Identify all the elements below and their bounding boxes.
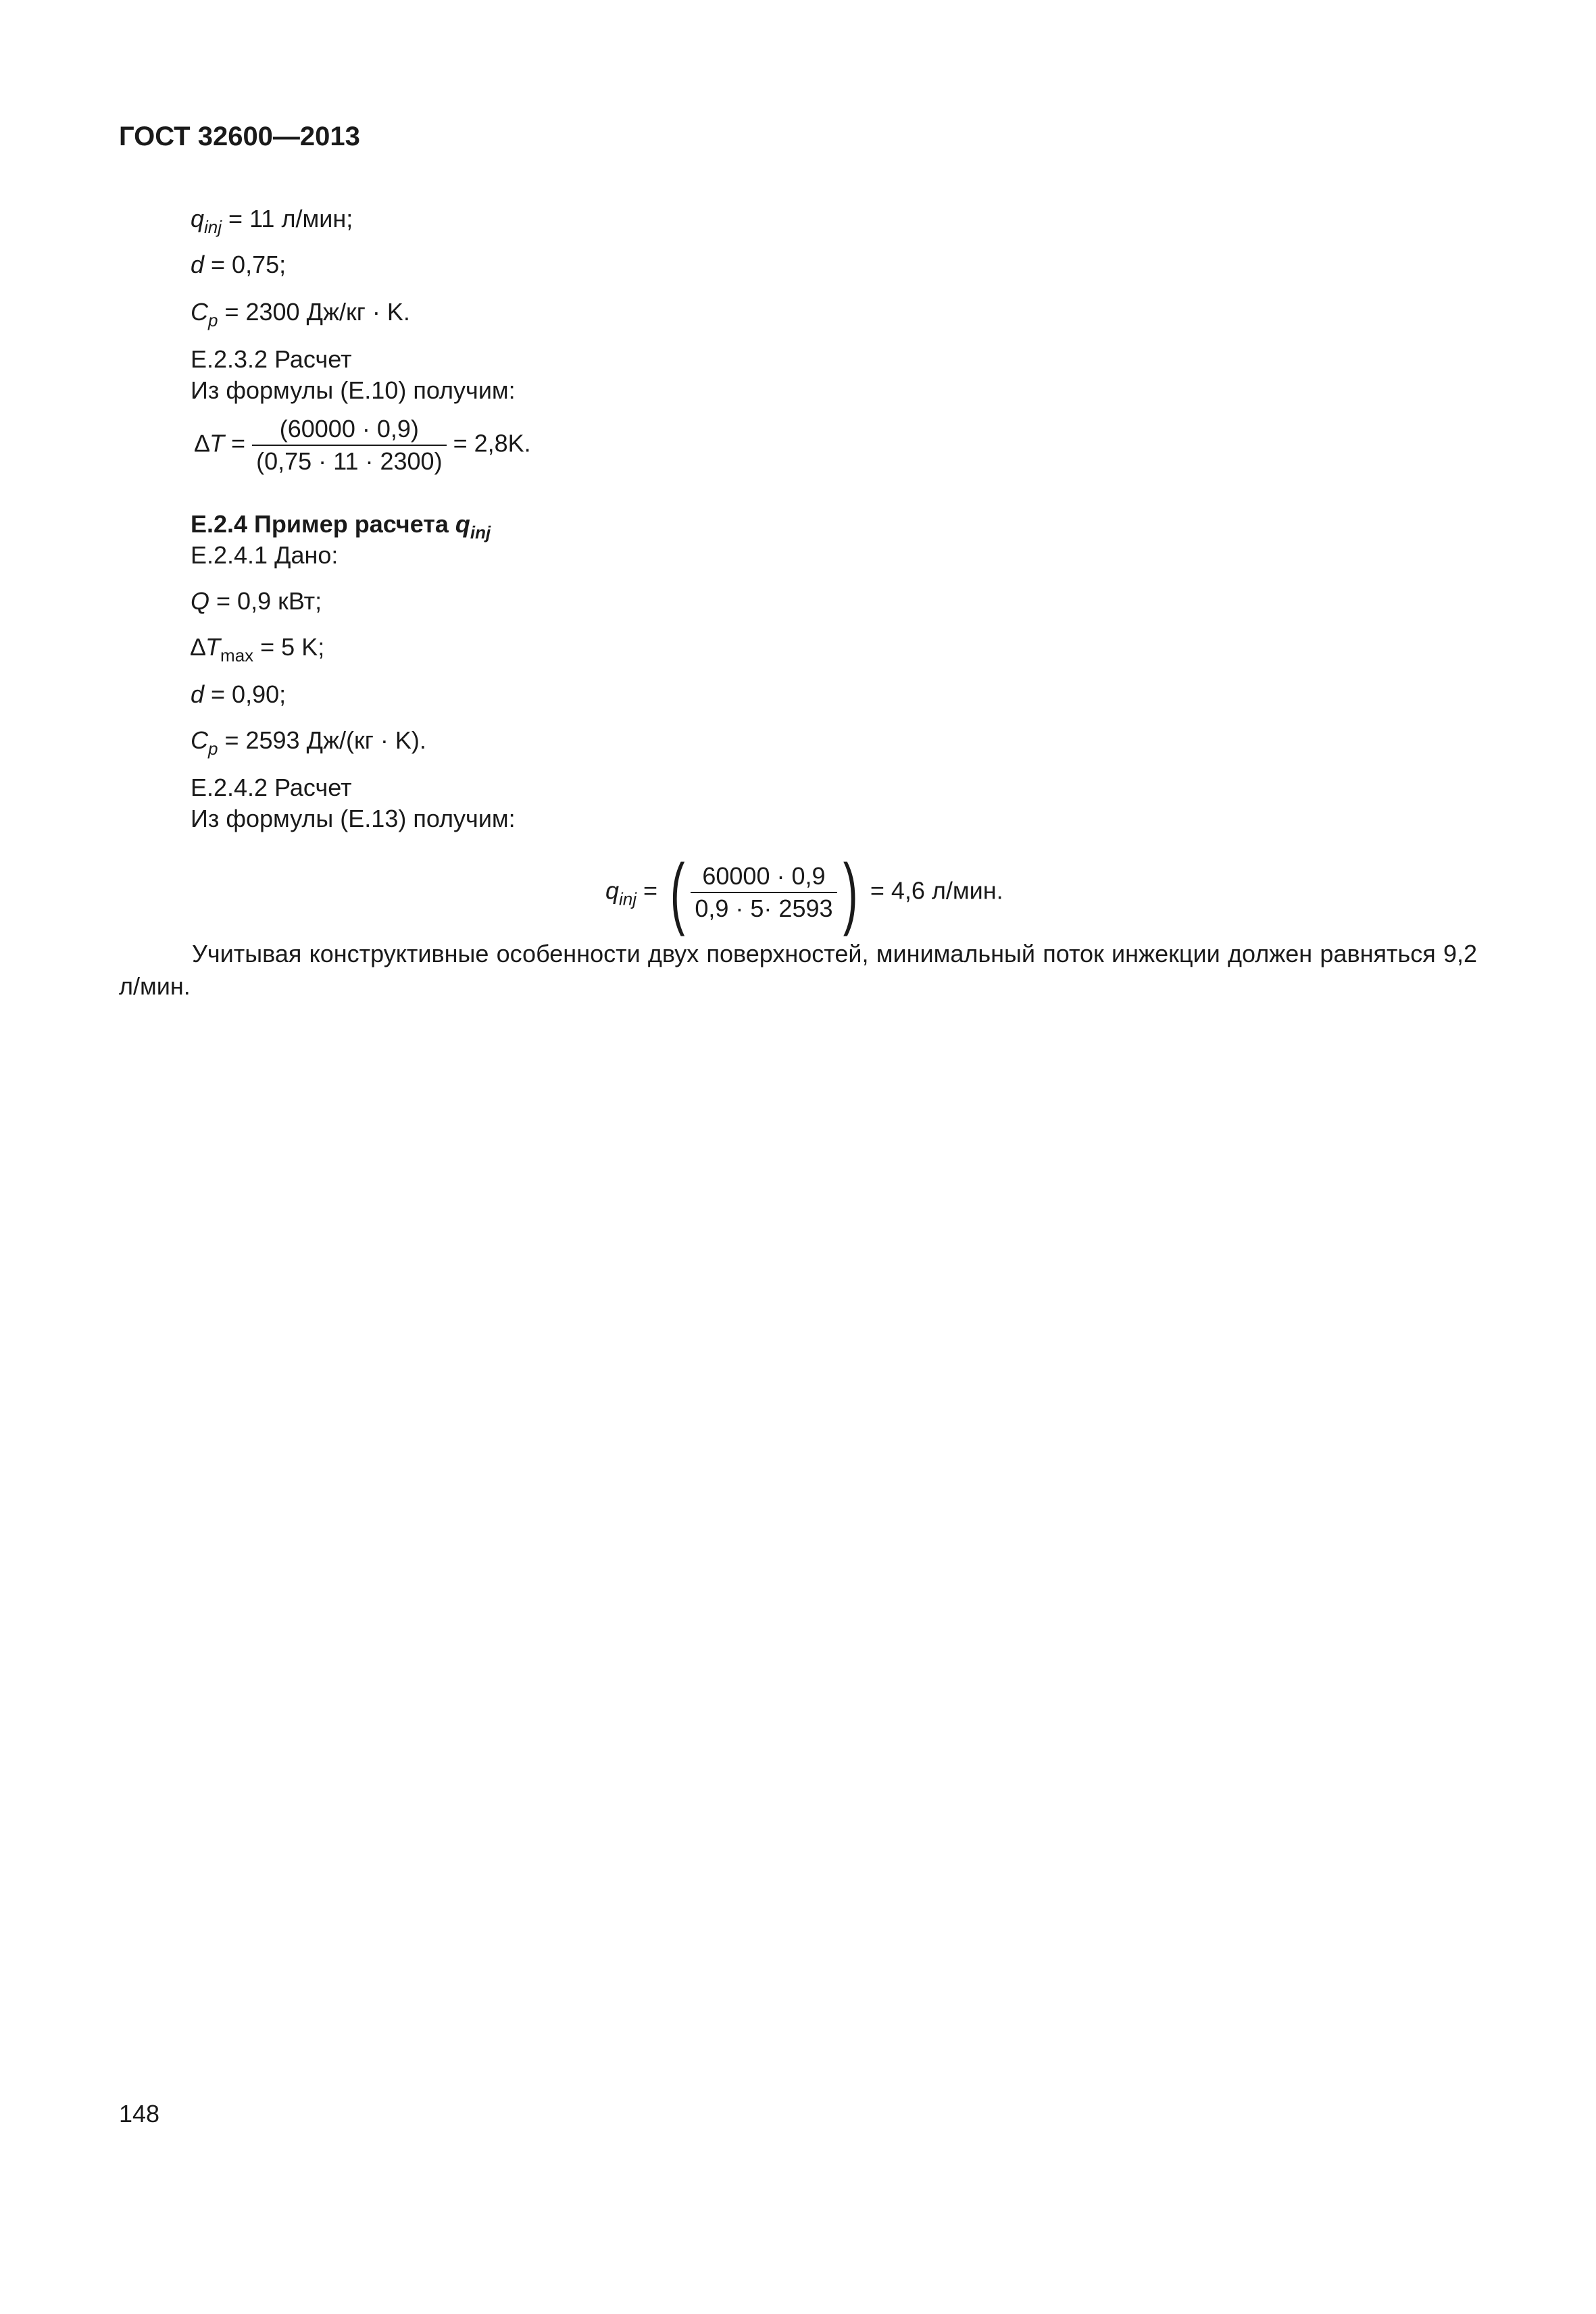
delta-symbol: ∆ bbox=[195, 429, 210, 457]
heading-q-subscript: inj bbox=[470, 522, 491, 543]
d-symbol: d bbox=[191, 680, 205, 708]
qinj-value: = 11 л/мин; bbox=[222, 205, 353, 232]
page-number: 148 bbox=[119, 2100, 160, 2128]
fraction-numerator: (60000 · 0,9) bbox=[279, 415, 419, 443]
equals-sign: = bbox=[224, 429, 253, 457]
qinj-symbol: q bbox=[605, 876, 620, 905]
tmax-subscript: max bbox=[220, 645, 254, 665]
given-d bbox=[191, 250, 286, 280]
formula-result: = 2,8K. bbox=[446, 429, 531, 457]
formula-result: = 4,6 л/мин. bbox=[863, 876, 1003, 905]
left-paren: ( bbox=[670, 848, 685, 937]
given-cp2 bbox=[191, 726, 426, 763]
cp-symbol: C bbox=[191, 726, 208, 754]
d-symbol: d bbox=[191, 251, 205, 278]
cp-value: = 2300 Дж/кг · K. bbox=[218, 298, 410, 326]
formula-qinj bbox=[605, 848, 1003, 937]
formula-delta-t bbox=[195, 413, 531, 477]
cp-value: = 2593 Дж/(кг · K). bbox=[218, 726, 426, 754]
tmax-value: = 5 K; bbox=[253, 633, 325, 661]
fraction-denominator: (0,75 · 11 · 2300) bbox=[256, 447, 443, 475]
q-value: = 0,9 кВт; bbox=[209, 587, 322, 615]
given-qinj bbox=[191, 204, 353, 242]
calc1-intro: Из формулы (Е.10) получим: bbox=[191, 376, 516, 404]
fraction bbox=[252, 413, 447, 477]
given2-heading: Е.2.4.1 Дано: bbox=[191, 541, 339, 569]
given-delta-tmax bbox=[191, 632, 324, 670]
cp-subscript: p bbox=[208, 738, 218, 759]
heading-q-symbol: q bbox=[455, 510, 470, 538]
fraction-numerator: 60000 · 0,9 bbox=[702, 862, 826, 890]
qinj-subscript: inj bbox=[204, 217, 222, 237]
fraction-denominator: 0,9 · 5· 2593 bbox=[695, 895, 833, 922]
d-value: = 0,90; bbox=[204, 680, 286, 708]
given-q bbox=[191, 586, 322, 616]
fraction bbox=[691, 861, 837, 924]
right-paren: ) bbox=[843, 848, 857, 937]
calc1-heading: Е.2.3.2 Расчет bbox=[191, 345, 352, 373]
cp-symbol: C bbox=[191, 298, 208, 326]
given-d2 bbox=[191, 680, 286, 709]
calc2-heading: Е.2.4.2 Расчет bbox=[191, 774, 352, 801]
t-symbol: T bbox=[205, 633, 221, 661]
document-header: ГОСТ 32600—2013 bbox=[119, 122, 360, 151]
d-value: = 0,75; bbox=[204, 251, 286, 278]
qinj-subscript: inj bbox=[619, 888, 637, 909]
cp-subscript: p bbox=[208, 310, 218, 330]
calc2-intro: Из формулы (Е.13) получим: bbox=[191, 805, 516, 832]
q-symbol: Q bbox=[191, 587, 210, 615]
equals-sign: = bbox=[637, 876, 665, 905]
conclusion-paragraph: Учитывая конструктивные особенности двух поверхностей, минимальный поток инжекции должен равняться 9,2 л/мин. bbox=[119, 940, 1477, 1000]
section-heading: Е.2.4 Пример расчета $q_{inj}$ bbox=[191, 510, 491, 543]
given-cp bbox=[191, 297, 410, 335]
qinj-symbol: q bbox=[191, 205, 205, 232]
delta-symbol: ∆ bbox=[191, 633, 206, 661]
t-symbol: T bbox=[209, 429, 225, 457]
